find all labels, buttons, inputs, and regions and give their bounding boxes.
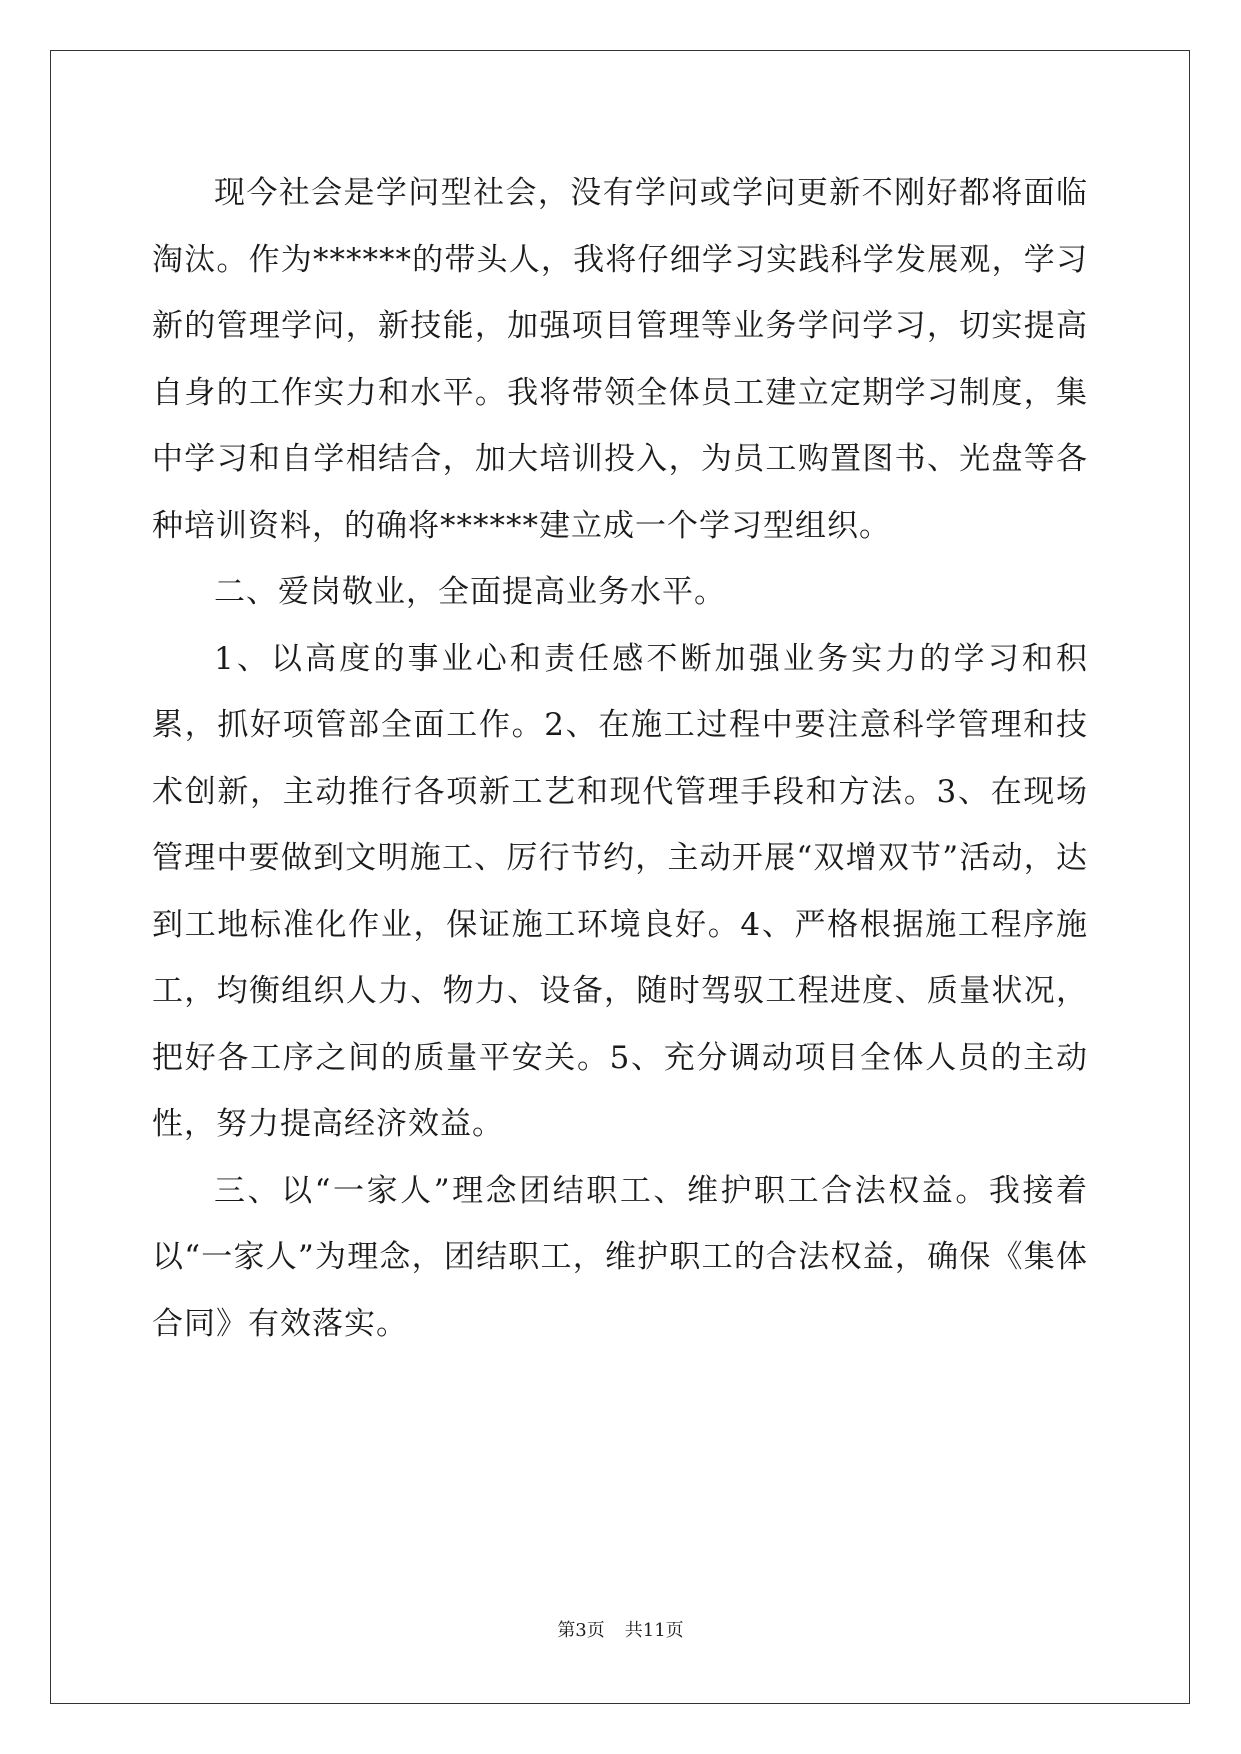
- page-number: 第3页: [557, 1620, 605, 1641]
- document-body: [152, 160, 1088, 1357]
- paragraph-learning: 现今社会是学问型社会，没有学问或学问更新不刚好都将面临淘汰。作为******的带头人，我将仔细学习实践科学发展观，学习新的管理学问，新技能，加强项目管理等业务学问学习，切实提高自身的工作实力和水平。我将带领全体员工建立定期学习制度，集中学习和自学相结合，加大培训投入，为员工购置图书、光盘等各种培训资料，的确将******建立成一个学习型组织。: [152, 175, 1088, 544]
- page-footer: [0, 1616, 1241, 1642]
- paragraph-section-three: 三、以“一家人”理念团结职工、维护职工合法权益。我接着以“一家人”为理念，团结职工，维护职工的合法权益，确保《集体合同》有效落实。: [152, 1172, 1088, 1342]
- heading-section-two: 二、爱岗敬业，全面提高业务水平。: [214, 574, 726, 610]
- paragraph-work-items: 1、以高度的事业心和责任感不断加强业务实力的学习和积累，抓好项管部全面工作。2、在施工过程中要注意科学管理和技术创新，主动推行各项新工艺和现代管理手段和方法。3、在现场管理中要做到文明施工、厉行节约，主动开展“双增双节”活动，达到工地标准化作业，保证施工环境良好。4、严格根据施工程序施工，均衡组织人力、物力、设备，随时驾驭工程进度、质量状况，把好各工序之间的质量平安关。5、充分调动项目全体人员的主动性，努力提高经济效益。: [152, 640, 1088, 1142]
- page-total: 共11页: [624, 1620, 684, 1641]
